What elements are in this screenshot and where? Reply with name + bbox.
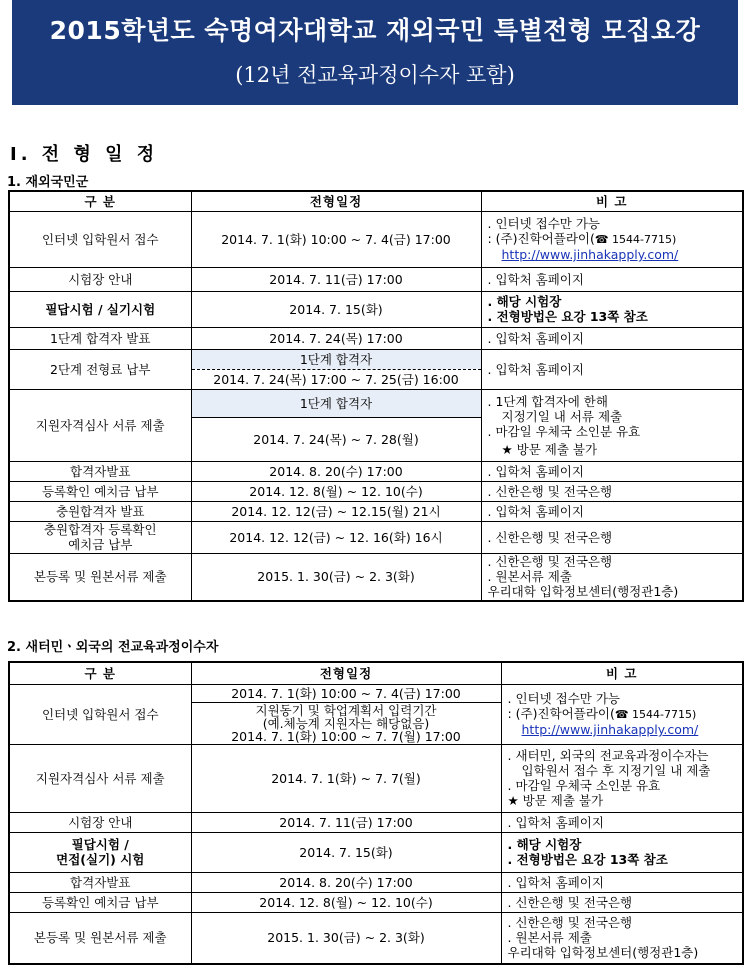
phone-number: ☎ 1544-7715) — [614, 708, 697, 721]
row-note: . 인터넷 접수만 가능 : (주)진학어플라이(☎ 1544-7715) http://www.jinhakapply.com/ — [481, 211, 743, 267]
table-row: 등록확인 예치금 납부 2014. 12. 8(월) ~ 12. 10(수) . 신한은행 및 전국은행 — [9, 892, 743, 912]
table-row: 등록확인 예치금 납부 2014. 12. 8(월) ~ 12. 10(수) . 신한은행 및 전국은행 — [9, 481, 743, 501]
header-note: 비 고 — [481, 191, 743, 211]
table-row: 필답시험 / 실기시험 2014. 7. 15(화) . 해당 시험장 . 전형방법은 요강 13쪽 참조 — [9, 291, 743, 327]
table-row: 본등록 및 원본서류 제출 2015. 1. 30(금) ~ 2. 3(화) . 신한은행 및 전국은행 . 원본서류 제출 우리대학 입학정보센터(행정관1층) — [9, 553, 743, 601]
table-row: 충원합격자 발표 2014. 12. 12(금) ~ 12.15(월) 21시 . 입학처 홈페이지 — [9, 501, 743, 521]
section-title: Ⅰ. 전 형 일 정 — [10, 144, 159, 165]
header-category: 구 분 — [9, 191, 191, 211]
table-row: 지원자격심사 서류 제출 1단계 합격자 . 1단계 합격자에 한해 지정기일 내 서류 제출 . 마감일 우체국 소인분 유효 ★ 방문 제출 불가 — [9, 389, 743, 417]
table-row: 시험장 안내 2014. 7. 11(금) 17:00 . 입학처 홈페이지 — [9, 812, 743, 832]
table-row: 1단계 합격자 발표 2014. 7. 24(목) 17:00 . 입학처 홈페이지 — [9, 327, 743, 349]
section1-heading: 1. 재외국민군 — [7, 175, 89, 190]
header-note: 비 고 — [501, 662, 743, 684]
table-row: 필답시험 / 면접(실기) 시험 2014. 7. 15(화) . 해당 시험장 . 전형방법은 요강 13쪽 참조 — [9, 832, 743, 872]
schedule-table-overseas: 구 분 전형일정 비 고 인터넷 입학원서 접수 2014. 7. 1(화) 10:00 ~ 7. 4(금) 17:00 . 인터넷 접수만 가능 : (주)진학어플라이(☎ 1544-7715) http://www.jinhakapply.com/ 시험장 안내 2014. 7. 11(금) 17:00 . 입학처 홈페이지 필답시험 / 실기시험 2014. 7. 15(화) . 해당 시험장 . 전형방법은 요강 13쪽 참조 1단계 합격자 발표 2014. 7. 24(목) 17:00 . 입학처 홈페이지 2단계 전형료 납부 1단계 합격자 . 입학처 홈페이지 2014. 7. 24(목) 17:00 ~ 7. 25(금) 16:00 지원자격심사 서류 제출 1단계 합격자 . 1단계 합격자에 한해 지정기일 내 서류 제출 . 마감일 우체국 소인분 유효 ★ 방문 제출 불가 2014. 7. 24(목) ~ 7. 28(월) 합격자발표 2014. 8. 20(수) 17:00 . 입학처 홈페이지 등록확인 예치금 납부 2014. 12. 8(월) ~ 12. 10(수) . 신한은행 및 전국은행 충원합격자 발표 2014. 12. 12(금) ~ 12.15(월) 21시 . 입학처 홈페이지 충원합격자 등록확인 예치금 납부 2014. 12. 12(금) ~ 12. 16(화) 16시 . 신한은행 및 전국은행 본등록 및 원본서류 제출 2015. 1. 30(금) ~ 2. 3(화) . 신한은행 및 전국은행 . 원본서류 제출 우리대학 입학정보센터(행정관1층) — [8, 190, 744, 602]
table-row — [9, 211, 743, 267]
table-row: 본등록 및 원본서류 제출 2015. 1. 30(금) ~ 2. 3(화) . 신한은행 및 전국은행 . 원본서류 제출 우리대학 입학정보센터(행정관1층) — [9, 912, 743, 964]
table-row: 합격자발표 2014. 8. 20(수) 17:00 . 입학처 홈페이지 — [9, 461, 743, 481]
row-label: 인터넷 입학원서 접수 — [9, 211, 191, 267]
table-row: 2단계 전형료 납부 1단계 합격자 . 입학처 홈페이지 — [9, 349, 743, 369]
table-row: 충원합격자 등록확인 예치금 납부 2014. 12. 12(금) ~ 12. 16(화) 16시 . 신한은행 및 전국은행 — [9, 521, 743, 553]
row-date: 2014. 7. 1(화) 10:00 ~ 7. 4(금) 17:00 — [191, 211, 481, 267]
header-schedule: 전형일정 — [191, 662, 501, 684]
jinhakapply-link[interactable]: http://www.jinhakapply.com/ — [521, 722, 699, 737]
document-title: 2015학년도 숙명여자대학교 재외국민 특별전형 모집요강 — [49, 16, 701, 45]
jinhakapply-link[interactable]: http://www.jinhakapply.com/ — [501, 247, 679, 262]
table-row: 시험장 안내 2014. 7. 11(금) 17:00 . 입학처 홈페이지 — [9, 267, 743, 291]
document-subtitle: (12년 전교육과정이수자 포함) — [235, 63, 515, 87]
table-row: 합격자발표 2014. 8. 20(수) 17:00 . 입학처 홈페이지 — [9, 872, 743, 892]
schedule-table-defectors: 구 분 전형일정 비 고 인터넷 입학원서 접수 2014. 7. 1(화) 10:00 ~ 7. 4(금) 17:00 . 인터넷 접수만 가능 : (주)진학어플라이(☎ 1544-7715) http://www.jinhakapply.com/ 지원동기 및 학업계획서 입력기간 (예.체능계 지원자는 해당없음) 2014. 7. 1(화) 10:00 ~ 7. 7(월) 17:00 지원자격심사 서류 제출 2014. 7. 1(화) ~ 7. 7(월) . 새터민, 외국의 전교육과정이수자는 입학원서 접수 후 지정기일 내 제출 . 마감일 우체국 소인분 유효 ★ 방문 제출 불가 시험장 안내 2014. 7. 11(금) 17:00 . 입학처 홈페이지 필답시험 / 면접(실기) 시험 2014. 7. 15(화) . 해당 시험장 . 전형방법은 요강 13쪽 참조 합격자발표 2014. 8. 20(수) 17:00 . 입학처 홈페이지 등록확인 예치금 납부 2014. 12. 8(월) ~ 12. 10(수) . 신한은행 및 전국은행 본등록 및 원본서류 제출 2015. 1. 30(금) ~ 2. 3(화) . 신한은행 및 전국은행 . 원본서류 제출 우리대학 입학정보센터(행정관1층) — [8, 661, 744, 965]
header-schedule: 전형일정 — [191, 191, 481, 211]
phone-number: ☎ 1544-7715) — [594, 233, 677, 246]
section2-heading: 2. 새터민ㆍ외국의 전교육과정이수자 — [7, 640, 219, 655]
table-header-row — [9, 191, 743, 211]
header-category: 구 분 — [9, 662, 191, 684]
table-header-row — [9, 662, 743, 684]
title-banner — [12, 0, 738, 105]
table-row: 지원자격심사 서류 제출 2014. 7. 1(화) ~ 7. 7(월) . 새터민, 외국의 전교육과정이수자는 입학원서 접수 후 지정기일 내 제출 . 마감일 우체국 소인분 유효 ★ 방문 제출 불가 — [9, 744, 743, 812]
table-row: 인터넷 입학원서 접수 2014. 7. 1(화) 10:00 ~ 7. 4(금) 17:00 . 인터넷 접수만 가능 : (주)진학어플라이(☎ 1544-7715) http://www.jinhakapply.com/ — [9, 684, 743, 702]
